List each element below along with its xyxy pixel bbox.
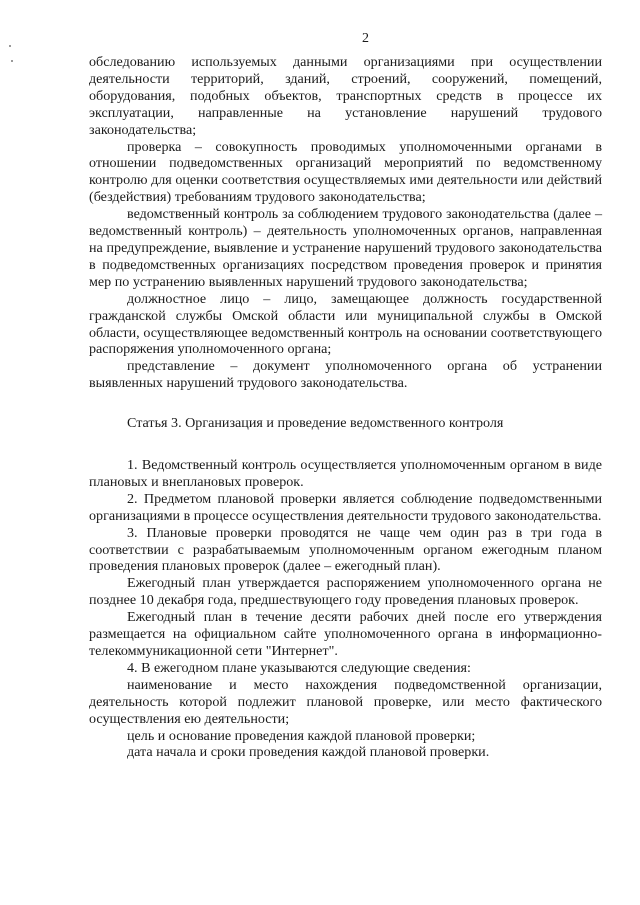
paragraph: обследованию используемых данными организациями при осуществлении деятельности территорий, зданий, строений, сооружений, помещений, оборудования, подобных объектов, транспортных средств в процессе их эксплуатации, направленные на установление нарушений трудового законодательства;	[89, 54, 602, 138]
paragraph: 2. Предметом плановой проверки является соблюдение подведомственными организациями в процессе осуществления деятельности трудового законодательства.	[89, 490, 602, 524]
paragraph: 3. Плановые проверки проводятся не чаще чем один раз в три года в соответствии с разрабатываемым уполномоченным органом ежегодным планом проведения плановых проверок (далее – ежегодный план).	[89, 524, 602, 575]
paragraph: Ежегодный план в течение десяти рабочих дней после его утверждения размещается на официальном сайте уполномоченного органа в информационно-телекоммуникационной сети "Интернет".	[89, 609, 602, 659]
paragraph: цель и основание проведения каждой плановой проверки;	[127, 727, 476, 744]
paragraph: должностное лицо – лицо, замещающее должность государственной гражданской службы Омской области или муниципальной службы в Омской области, осуществляющее ведомственный контроль на основании соответствующего распоряжения уполномоченного органа;	[89, 290, 602, 358]
scan-artifact	[9, 45, 11, 47]
article-body	[89, 457, 602, 761]
paragraph: 4. В ежегодном плане указываются следующие сведения:	[127, 659, 471, 676]
paragraph: Ежегодный план утверждается распоряжением уполномоченного органа не позднее 10 декабря года, предшествующего году проведения плановых проверок.	[89, 575, 602, 609]
paragraph: представление – документ уполномоченного органа об устранении выявленных нарушений трудового законодательства.	[89, 358, 602, 392]
paragraph: наименование и место нахождения подведомственной организации, деятельность которой подлежит плановой проверке, или место фактического осуществления ею деятельности;	[89, 676, 602, 727]
definitions-section	[89, 54, 602, 392]
paragraph: дата начала и сроки проведения каждой плановой проверки.	[127, 744, 490, 761]
scan-artifact	[11, 60, 13, 62]
page-number: 2	[362, 31, 369, 46]
paragraph: 1. Ведомственный контроль осуществляется уполномоченным органом в виде плановых и внеплановых проверок.	[89, 457, 602, 490]
paragraph: ведомственный контроль за соблюдением трудового законодательства (далее – ведомственный контроль) – деятельность уполномоченных органов, направленная на предупреждение, выявление и устранение нарушений трудового законодательства в подведомственных организациях посредством проведения проверок и принятия мер по устранению выявленных нарушений трудового законодательства;	[89, 206, 602, 290]
paragraph: проверка – совокупность проводимых уполномоченными органами в отношении подведомственных организаций мероприятий по ведомственному контролю для оценки соответствия осуществляемых ими деятельности или действий (бездействия) требованиям трудового законодательства;	[89, 138, 602, 206]
article-heading: Статья 3. Организация и проведение ведомственного контроля	[127, 415, 504, 432]
